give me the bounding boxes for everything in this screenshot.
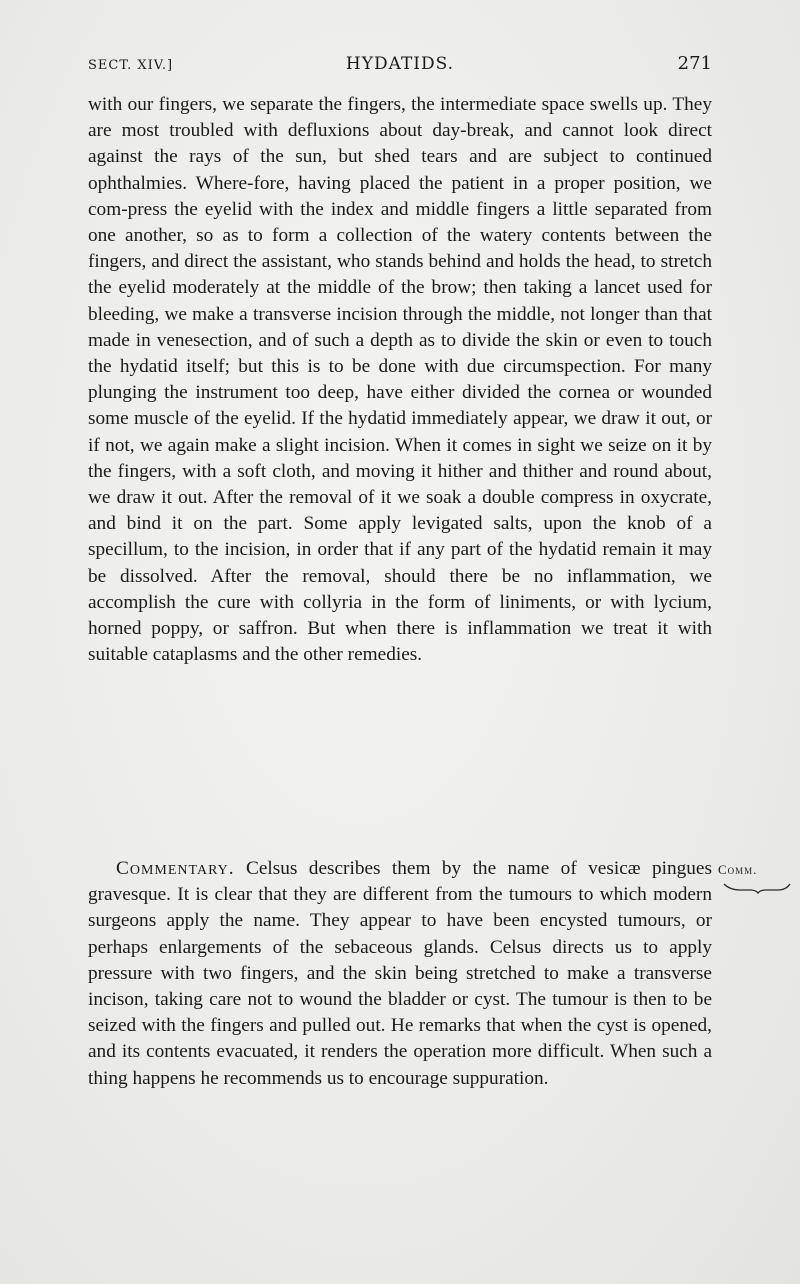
- commentary-paragraph: [88, 856, 712, 1092]
- margin-brace-icon: [722, 882, 792, 894]
- section-reference: SECT. XIV.]: [88, 58, 174, 73]
- commentary-lead: Commentary.: [116, 858, 235, 879]
- commentary-text: Celsus describes them by the name of vesicæ pingues gravesque. It is clear that they are different from the tumours to which modern surgeons apply the name. They appear to have been encysted tumours, or perhaps enlargements of the sebaceous glands. Celsus directs us to apply pressure with two fingers, and the skin being stretched to make a transverse incison, taking care not to wound the bladder or cyst. The tumour is then to be seized with the fingers and pulled out. He remarks that when the cyst is opened, and its contents evacuated, it renders the operation more difficult. When such a thing happens he recommends us to encourage suppuration.: [88, 858, 712, 1089]
- margin-note: Comm.: [718, 862, 758, 877]
- body-paragraph: with our fingers, we separate the fingers, the intermediate space swells up. They are most troubled with defluxions about day-break, and cannot look direct against the rays of the sun, but shed tears and are subject to continued ophthalmies. Where-fore, having placed the patient in a proper position, we com-press the eyelid with the index and middle fingers a little separated from one another, so as to form a collection of the watery contents between the fingers, and direct the assistant, who stands behind and holds the head, to stretch the eyelid moderately at the middle of the brow; then taking a lancet used for bleeding, we make a transverse incision through the middle, not longer than that made in venesection, and of such a depth as to divide the skin or even to touch the hydatid itself; but this is to be done with due circumspection. For many plunging the instrument too deep, have either divided the cornea or wounded some muscle of the eyelid. If the hydatid immediately appear, we draw it out, or if not, we again make a slight incision. When it comes in sight we seize on it by the fingers, with a soft cloth, and moving it hither and thither and round about, we draw it out. After the removal of it we soak a double compress in oxycrate, and bind it on the part. Some apply levigated salts, upon the knob of a specillum, to the incision, in order that if any part of the hydatid remain it may be dissolved. After the removal, should there be no inflammation, we accomplish the cure with collyria in the form of liniments, or with lycium, horned poppy, or saffron. But when there is inflammation we treat it with suitable cataplasms and the other remedies.: [88, 94, 712, 666]
- page-number: 271: [677, 53, 712, 74]
- running-header: [88, 52, 712, 76]
- main-text: [88, 92, 712, 668]
- page-title: HYDATIDS.: [345, 54, 455, 74]
